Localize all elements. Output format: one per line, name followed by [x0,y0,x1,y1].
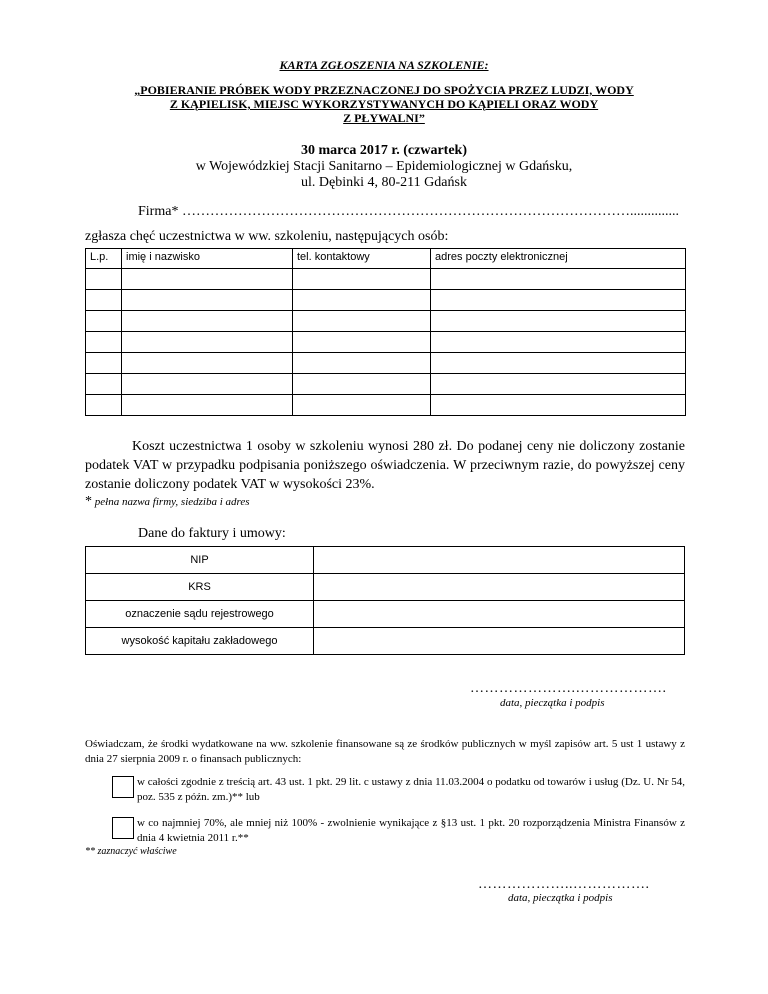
signature-line-2[interactable]: ………………..……………. [478,877,650,892]
cell-name[interactable] [122,269,293,290]
signature-caption-1: data, pieczątka i podpis [500,697,605,709]
cell-name[interactable] [122,395,293,416]
invoice-value-capital[interactable] [314,628,685,655]
training-title-line-3: Z PŁYWALNI” [343,111,425,125]
column-header-lp: L.p. [86,249,122,269]
cell-email[interactable] [431,311,686,332]
form-heading: KARTA ZGŁOSZENIA NA SZKOLENIE: [279,58,489,72]
invoice-row [86,574,685,601]
mark-note: ** zaznaczyć właściwe [85,846,177,857]
option-2-checkbox[interactable] [112,817,134,839]
cell-name[interactable] [122,332,293,353]
cell-lp[interactable] [86,290,122,311]
cell-email[interactable] [431,269,686,290]
table-row [86,332,686,353]
footnote-text: pełna nazwa firmy, siedziba i adres [94,496,250,508]
cell-lp[interactable] [86,374,122,395]
cell-phone[interactable] [293,269,431,290]
invoice-table [85,546,685,655]
table-row [86,290,686,311]
firm-name-field[interactable]: Firma* …………………………………………………………………………………….............. [138,204,679,219]
participants-intro: zgłasza chęć uczestnictwa w ww. szkoleniu, następujących osób: [85,229,449,244]
cell-email[interactable] [431,395,686,416]
invoice-row [86,547,685,574]
invoice-section-title: Dane do faktury i umowy: [138,526,286,541]
cell-phone[interactable] [293,332,431,353]
cell-name[interactable] [122,374,293,395]
column-header-email: adres poczty elektronicznej [431,249,686,269]
invoice-label-court: oznaczenie sądu rejestrowego [86,601,314,628]
cell-name[interactable] [122,290,293,311]
footnote-mark: * [85,494,92,509]
invoice-value-krs[interactable] [314,574,685,601]
participants-header-row [86,249,686,269]
invoice-label-krs: KRS [86,574,314,601]
option-2-text: w co najmniej 70%, ale mniej niż 100% - zwolnienie wynikające z §13 ust. 1 pkt. 20 rozporządzenia Ministra Finansów z dnia 4 kwietnia 2011 r.** [137,817,685,844]
signature-caption-2: data, pieczątka i podpis [508,892,613,904]
cell-phone[interactable] [293,311,431,332]
cell-lp[interactable] [86,332,122,353]
venue-line-1: w Wojewódzkiej Stacji Sanitarno – Epidemiologicznej w Gdańsku, [195,159,573,174]
training-date: 30 marca 2017 r. (czwartek) [300,143,467,158]
cell-lp[interactable] [86,395,122,416]
table-row [86,353,686,374]
invoice-row [86,601,685,628]
table-row [86,374,686,395]
cell-email[interactable] [431,290,686,311]
cost-paragraph: Koszt uczestnictwa 1 osoby w szkoleniu wynosi 280 zł. Do podanej ceny nie doliczony zostanie podatek VAT w przypadku podpisania poniższego oświadczenia. W przeciwnym razie, do powyższej ceny zostanie doliczony podatek VAT w wysokości 23%. [85,439,685,492]
cell-phone[interactable] [293,353,431,374]
table-row [86,269,686,290]
table-row [86,395,686,416]
cell-name[interactable] [122,353,293,374]
cell-lp[interactable] [86,353,122,374]
cell-email[interactable] [431,332,686,353]
option-1-checkbox[interactable] [112,776,134,798]
column-header-phone: tel. kontaktowy [293,249,431,269]
signature-line-1[interactable]: ………………….………………. [470,681,667,696]
table-row [86,311,686,332]
declaration-text: Oświadczam, że środki wydatkowane na ww. szkolenie finansowane są ze środków publicznych w myśl zapisów art. 5 ust 1 ustawy z dnia 27 sierpnia 2009 r. o finansach publicznych: [85,738,685,765]
invoice-value-nip[interactable] [314,547,685,574]
cell-email[interactable] [431,353,686,374]
training-title-line-1: „POBIERANIE PRÓBEK WODY PRZEZNACZONEJ DO SPOŻYCIA PRZEZ LUDZI, WODY [134,83,634,97]
cell-name[interactable] [122,311,293,332]
invoice-label-nip: NIP [86,547,314,574]
venue-line-2: ul. Dębinki 4, 80-211 Gdańsk [301,175,467,190]
column-header-name: imię i nazwisko [122,249,293,269]
training-title-line-2: Z KĄPIELISK, MIEJSC WYKORZYSTYWANYCH DO KĄPIELI ORAZ WODY [169,97,599,111]
cell-phone[interactable] [293,374,431,395]
cell-lp[interactable] [86,269,122,290]
cell-phone[interactable] [293,395,431,416]
invoice-value-court[interactable] [314,601,685,628]
cell-email[interactable] [431,374,686,395]
invoice-row [86,628,685,655]
option-1-text: w całości zgodnie z treścią art. 43 ust. 1 pkt. 29 lit. c ustawy z dnia 11.03.2004 o podatku od towarów i usług (Dz. U. Nr 54, poz. 535 z późn. zm.)** lub [137,776,685,803]
cell-lp[interactable] [86,311,122,332]
footnote [85,494,250,510]
cell-phone[interactable] [293,290,431,311]
invoice-label-capital: wysokość kapitału zakładowego [86,628,314,655]
participants-table [85,248,686,416]
